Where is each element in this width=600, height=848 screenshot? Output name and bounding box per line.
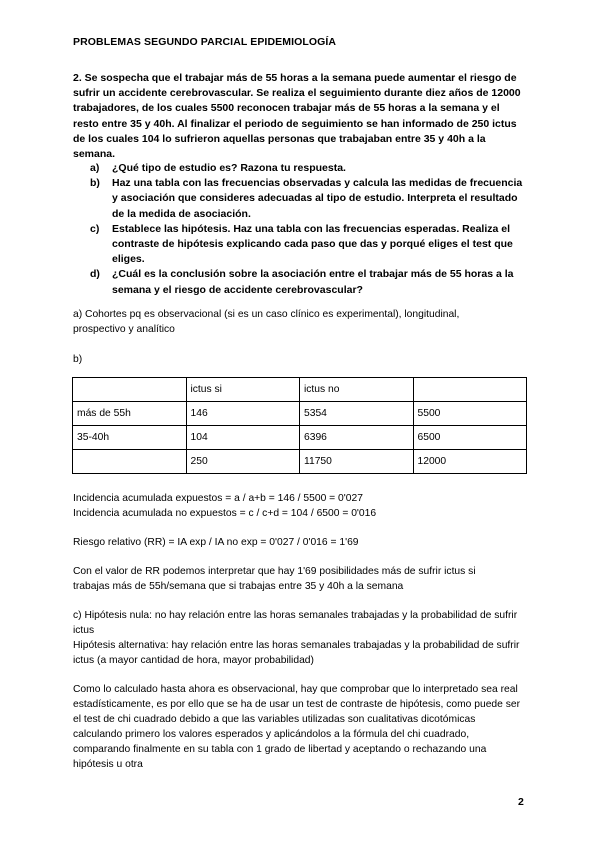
table-cell: 5500 bbox=[413, 402, 527, 426]
subquestion-text: Establece las hipótesis. Haz una tabla con las frecuencias esperadas. Realiza el contraste de hipótesis explicando cada paso que das y porqué eliges el test que eliges. bbox=[112, 222, 513, 266]
table-cell: 12000 bbox=[413, 450, 527, 474]
page-number: 2 bbox=[518, 796, 524, 808]
subquestion-label: a) bbox=[90, 162, 100, 174]
alternative-hypothesis: Hipótesis alternativa: hay relación entre las horas semanales trabajadas y la probabilidad de sufrir ictus (a mayor cantidad de hora, mayor probabilidad) bbox=[73, 640, 520, 666]
table-row bbox=[73, 426, 527, 450]
table-cell: 35-40h bbox=[73, 426, 187, 450]
table-cell: 104 bbox=[186, 426, 300, 450]
table-cell: 11750 bbox=[300, 450, 414, 474]
table-row bbox=[73, 378, 527, 402]
subquestion-label: c) bbox=[90, 222, 100, 235]
table-row bbox=[73, 450, 527, 474]
subquestion-item bbox=[90, 176, 530, 222]
table-cell bbox=[413, 378, 527, 402]
table-cell: 250 bbox=[186, 450, 300, 474]
table-cell: ictus si bbox=[186, 378, 300, 402]
answer-a: a) Cohortes pq es observacional (si es un caso clínico es experimental), longitudinal, prospectivo y analítico bbox=[73, 309, 460, 335]
subquestion-text: Haz una tabla con las frecuencias observadas y calcula las medidas de frecuencia y asociación que consideres adecuadas al tipo de estudio. Interpreta el resultado de la medida de asociación. bbox=[112, 177, 523, 220]
page-title: PROBLEMAS SEGUNDO PARCIAL EPIDEMIOLOGÍA bbox=[73, 36, 337, 48]
table-cell bbox=[73, 378, 187, 402]
observed-frequency-table bbox=[72, 377, 527, 474]
table-cell: 6396 bbox=[300, 426, 414, 450]
subquestion-item bbox=[90, 222, 530, 268]
relative-risk: Riesgo relativo (RR) = IA exp / IA no exp = 0'027 / 0'016 = 1'69 bbox=[73, 537, 359, 548]
incidence-exposed: Incidencia acumulada expuestos = a / a+b = 146 / 5500 = 0'027 bbox=[73, 493, 363, 504]
subquestion-list bbox=[90, 161, 530, 298]
incidence-unexposed: Incidencia acumulada no expuestos = c / c+d = 104 / 6500 = 0'016 bbox=[73, 508, 377, 519]
subquestion-text: ¿Cuál es la conclusión sobre la asociación entre el trabajar más de 55 horas a la semana y el riesgo de accidente cerebrovascular? bbox=[112, 268, 514, 296]
problem-statement: 2. Se sospecha que el trabajar más de 55 horas a la semana puede aumentar el riesgo de sufrir un accidente cerebrovascular. Se realiza el seguimiento durante diez años de 12000 trabajadores, de los cuales 5500 reconocen trabajar más de 55 horas a la semana y el resto entre 35 y 40h. Al finalizar el periodo de seguimiento se han informado de 250 ictus de los cuales 104 lo sufrieron aquellas personas que trabajaban entre 35 y 40h a la semana. bbox=[73, 72, 521, 161]
table-cell: 6500 bbox=[413, 426, 527, 450]
subquestion-label: d) bbox=[90, 268, 100, 281]
subquestion-label: b) bbox=[90, 177, 100, 190]
table-cell: ictus no bbox=[300, 378, 414, 402]
statistical-conclusion: Como lo calculado hasta ahora es observacional, hay que comprobar que lo interpretado sea real estadísticamente, es por ello que se ha de usar un test de contraste de hipótesis, como puede ser el test de chi cuadrado debido a que las variables utilizadas son cualitativas dicotómicas calculando primero los valores esperados y aplicándolos a la fórmula del chi cuadrado, comparando finalmente en su tabla con 1 grado de libertad y aceptando o rechazando una hipótesis u otra bbox=[73, 684, 521, 770]
subquestion-item bbox=[90, 267, 530, 297]
table-cell bbox=[73, 450, 187, 474]
subquestion-item bbox=[90, 161, 530, 176]
answer-b-label: b) bbox=[73, 354, 83, 365]
null-hypothesis: c) Hipótesis nula: no hay relación entre las horas semanales trabajadas y la probabilidad de sufrir ictus bbox=[73, 610, 518, 636]
table-cell: 146 bbox=[186, 402, 300, 426]
table-cell: más de 55h bbox=[73, 402, 187, 426]
subquestion-text: ¿Qué tipo de estudio es? Razona tu respuesta. bbox=[112, 162, 346, 174]
table-row bbox=[73, 402, 527, 426]
table-cell: 5354 bbox=[300, 402, 414, 426]
rr-interpretation: Con el valor de RR podemos interpretar que hay 1'69 posibilidades más de sufrir ictus si trabajas más de 55h/semana que si trabajas entre 35 y 40h a la semana bbox=[73, 566, 476, 592]
